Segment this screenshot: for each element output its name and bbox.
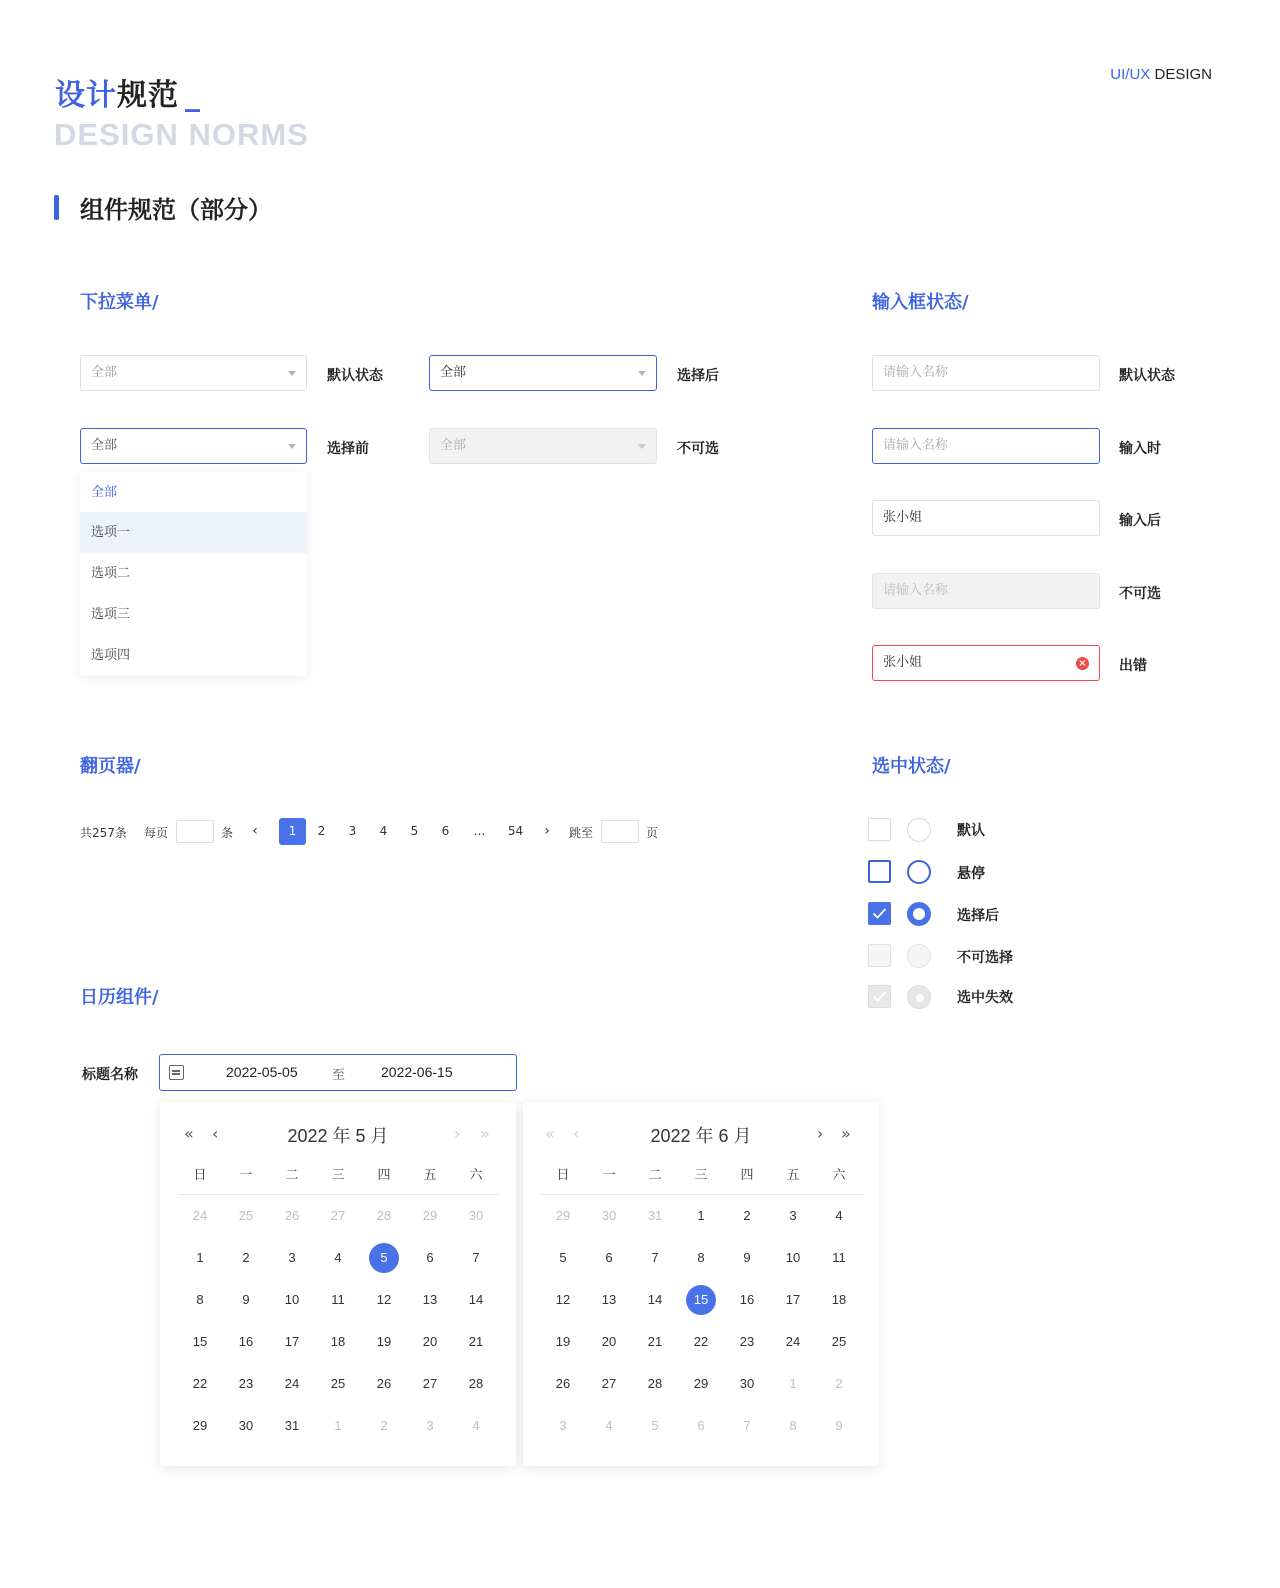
- calendar-day[interactable]: 8: [697, 1250, 705, 1265]
- calendar-day[interactable]: 2: [835, 1376, 843, 1391]
- calendar-day[interactable]: 1: [334, 1418, 342, 1433]
- dropdown-open[interactable]: 全部: [80, 428, 307, 464]
- calendar-panel-june: [523, 1102, 879, 1466]
- page-button[interactable]: 6: [441, 824, 450, 838]
- dropdown-menu: [80, 472, 307, 676]
- calendar-day[interactable]: 7: [743, 1418, 751, 1433]
- calendar-day[interactable]: 11: [832, 1250, 846, 1265]
- dropdown-selected-label: 选择后: [677, 368, 719, 384]
- calendar-day[interactable]: 26: [555, 1376, 571, 1391]
- check-state-label: 选择后: [957, 908, 999, 924]
- calendar-day[interactable]: 3: [288, 1250, 296, 1265]
- check-state-label: 选中失效: [957, 990, 1013, 1006]
- caret-down-icon: [638, 371, 646, 376]
- check-icon: [872, 907, 887, 920]
- next-year-icon[interactable]: »: [480, 1124, 490, 1143]
- calendar-day[interactable]: 25: [238, 1208, 254, 1223]
- date-field-label: 标题名称: [82, 1067, 138, 1083]
- calendar-day[interactable]: 20: [422, 1334, 438, 1349]
- weekday-label: 三: [331, 1168, 345, 1183]
- weekday-label: 日: [556, 1168, 570, 1183]
- calendar-day[interactable]: 17: [785, 1292, 801, 1307]
- calendar-day[interactable]: 15: [192, 1334, 208, 1349]
- calendar-day[interactable]: 27: [601, 1376, 617, 1391]
- calendar-day[interactable]: 21: [647, 1334, 663, 1349]
- calendar-divider: [541, 1194, 863, 1195]
- calendar-day[interactable]: 26: [284, 1208, 300, 1223]
- weekday-label: 一: [239, 1168, 253, 1183]
- calendar-day[interactable]: 23: [238, 1376, 254, 1391]
- prev-month-icon[interactable]: ‹: [212, 1124, 219, 1143]
- page-button[interactable]: 2: [317, 824, 326, 838]
- range-separator: 至: [332, 1068, 346, 1083]
- calendar-day[interactable]: 9: [743, 1250, 751, 1265]
- input-focused[interactable]: 请输入名称: [872, 428, 1100, 464]
- weekday-label: 六: [469, 1168, 483, 1183]
- weekday-label: 三: [694, 1168, 708, 1183]
- calendar-day[interactable]: 27: [330, 1208, 346, 1223]
- calendar-day[interactable]: 6: [605, 1250, 613, 1265]
- radio-checked[interactable]: [907, 902, 931, 926]
- calendar-day[interactable]: 29: [422, 1208, 438, 1223]
- calendar-day[interactable]: 1: [789, 1376, 797, 1391]
- caret-down-icon: [288, 371, 296, 376]
- calendar-day[interactable]: 31: [647, 1208, 663, 1223]
- calendar-day[interactable]: 19: [376, 1334, 392, 1349]
- calendar-day[interactable]: 7: [651, 1250, 659, 1265]
- calendar-day[interactable]: 30: [601, 1208, 617, 1223]
- dropdown-default-label: 默认状态: [327, 368, 383, 384]
- input-section-title: 输入框状态/: [872, 292, 969, 313]
- input-default-label: 默认状态: [1119, 368, 1175, 384]
- calendar-day[interactable]: 24: [192, 1208, 208, 1223]
- checkbox-hover[interactable]: [868, 860, 891, 883]
- page-subtitle: DESIGN NORMS: [54, 117, 309, 152]
- weekday-label: 五: [786, 1168, 800, 1183]
- weekday-label: 日: [193, 1168, 207, 1183]
- calendar-day[interactable]: 1: [697, 1208, 705, 1223]
- calendar-day[interactable]: 12: [555, 1292, 571, 1307]
- calendar-day[interactable]: 16: [739, 1292, 755, 1307]
- input-disabled: 请输入名称: [872, 573, 1100, 609]
- input-focused-label: 输入时: [1119, 441, 1161, 457]
- calendar-day[interactable]: 5: [559, 1250, 567, 1265]
- calendar-day[interactable]: 13: [601, 1292, 617, 1307]
- calendar-day[interactable]: 27: [422, 1376, 438, 1391]
- calendar-icon: [169, 1065, 184, 1080]
- section-title: 组件规范（部分）: [80, 196, 272, 224]
- checkbox-default[interactable]: [868, 818, 891, 841]
- calendar-day[interactable]: 8: [196, 1292, 204, 1307]
- input-filled[interactable]: 张小姐: [872, 500, 1100, 536]
- calendar-day[interactable]: 31: [284, 1418, 300, 1433]
- input-filled-label: 输入后: [1119, 513, 1161, 529]
- range-end[interactable]: 2022-06-15: [381, 1064, 453, 1080]
- checkbox-checked[interactable]: [868, 902, 891, 925]
- calendar-day[interactable]: 1: [196, 1250, 204, 1265]
- calendar-day[interactable]: 6: [426, 1250, 434, 1265]
- calendar-day[interactable]: 28: [647, 1376, 663, 1391]
- date-range-input[interactable]: [159, 1054, 517, 1091]
- calendar-day[interactable]: 4: [334, 1250, 342, 1265]
- dropdown-option[interactable]: 全部: [91, 485, 118, 500]
- calendar-day[interactable]: 13: [422, 1292, 438, 1307]
- calendar-panel-may: [160, 1102, 516, 1466]
- calendar-day[interactable]: 29: [555, 1208, 571, 1223]
- calendar-day[interactable]: 17: [284, 1334, 300, 1349]
- calendar-day[interactable]: 29: [192, 1418, 208, 1433]
- checkbox-disabled: [868, 944, 891, 967]
- next-month-icon[interactable]: ›: [817, 1124, 824, 1143]
- calendar-day[interactable]: 29: [693, 1376, 709, 1391]
- page-ellipsis[interactable]: ...: [473, 824, 486, 838]
- caret-down-icon: [638, 444, 646, 449]
- jump-page-input[interactable]: [601, 820, 639, 843]
- check-icon: [872, 990, 887, 1003]
- page-button[interactable]: 4: [379, 824, 388, 838]
- calendar-day[interactable]: 19: [555, 1334, 571, 1349]
- calendar-day[interactable]: 2: [743, 1208, 751, 1223]
- prev-year-icon[interactable]: «: [545, 1124, 555, 1143]
- check-state-label: 不可选择: [957, 950, 1013, 966]
- dropdown-option[interactable]: 选项一: [80, 512, 307, 553]
- pagination-unit: 条: [221, 826, 234, 840]
- page-button[interactable]: 5: [410, 824, 419, 838]
- calendar-day[interactable]: 12: [376, 1292, 392, 1307]
- weekday-label: 五: [423, 1168, 437, 1183]
- input-error[interactable]: 张小姐 ×: [872, 645, 1100, 681]
- calendar-day[interactable]: 9: [835, 1418, 843, 1433]
- input-default[interactable]: 请输入名称: [872, 355, 1100, 391]
- calendar-day[interactable]: 26: [376, 1376, 392, 1391]
- dropdown-selected[interactable]: 全部: [429, 355, 657, 391]
- calendar-day[interactable]: 24: [785, 1334, 801, 1349]
- calendar-day[interactable]: 3: [426, 1418, 434, 1433]
- calendar-day[interactable]: 16: [238, 1334, 254, 1349]
- calendar-day[interactable]: 14: [647, 1292, 663, 1307]
- check-state-label: 悬停: [957, 866, 985, 882]
- calendar-day[interactable]: 14: [468, 1292, 484, 1307]
- calendar-day[interactable]: 28: [468, 1376, 484, 1391]
- calendar-day[interactable]: 5: [651, 1418, 659, 1433]
- calendar-day[interactable]: 4: [472, 1418, 480, 1433]
- clear-error-icon[interactable]: ×: [1076, 657, 1089, 670]
- next-month-icon[interactable]: ›: [454, 1124, 461, 1143]
- next-year-icon[interactable]: »: [841, 1124, 851, 1143]
- range-start[interactable]: 2022-05-05: [226, 1064, 298, 1080]
- calendar-day[interactable]: 22: [693, 1334, 709, 1349]
- next-page-icon[interactable]: ›: [544, 823, 550, 839]
- calendar-day[interactable]: 30: [238, 1418, 254, 1433]
- dropdown-section-title: 下拉菜单/: [80, 292, 159, 313]
- calendar-day[interactable]: 30: [468, 1208, 484, 1223]
- calendar-month-title: 2022 年 5 月: [287, 1126, 389, 1146]
- pagination-total: 共257条: [80, 826, 127, 840]
- calendar-day[interactable]: 4: [835, 1208, 843, 1223]
- calendar-day[interactable]: 3: [559, 1418, 567, 1433]
- check-state-label: 默认: [957, 823, 985, 839]
- prev-year-icon[interactable]: «: [184, 1124, 194, 1143]
- prev-month-icon[interactable]: ‹: [573, 1124, 580, 1143]
- weekday-label: 四: [377, 1168, 391, 1183]
- page-size-input[interactable]: [176, 820, 214, 843]
- checks-section-title: 选中状态/: [872, 756, 951, 777]
- radio-checked-disabled: [907, 985, 931, 1009]
- page-title: 设计规范 _: [55, 78, 201, 113]
- dropdown-option[interactable]: 选项三: [91, 607, 131, 622]
- calendar-day[interactable]: 4: [605, 1418, 613, 1433]
- calendar-day[interactable]: 18: [330, 1334, 346, 1349]
- calendar-month-title: 2022 年 6 月: [650, 1126, 752, 1146]
- weekday-label: 四: [740, 1168, 754, 1183]
- weekday-label: 二: [285, 1168, 299, 1183]
- calendar-section-title: 日历组件/: [80, 987, 159, 1008]
- dropdown-disabled-label: 不可选: [677, 441, 719, 457]
- pagination-section-title: 翻页器/: [80, 756, 141, 777]
- calendar-day[interactable]: 2: [380, 1418, 388, 1433]
- section-accent-bar: [54, 195, 59, 220]
- calendar-day[interactable]: 10: [284, 1292, 300, 1307]
- radio-disabled: [907, 944, 931, 968]
- calendar-day[interactable]: 25: [330, 1376, 346, 1391]
- weekday-label: 二: [648, 1168, 662, 1183]
- pagination-per-page-label: 每页: [144, 826, 169, 840]
- calendar-day-selected[interactable]: 5: [369, 1243, 399, 1273]
- calendar-day[interactable]: 20: [601, 1334, 617, 1349]
- calendar-day[interactable]: 25: [831, 1334, 847, 1349]
- calendar-day[interactable]: 18: [831, 1292, 847, 1307]
- caret-down-icon: [288, 444, 296, 449]
- page-button[interactable]: 1: [279, 818, 306, 845]
- page-button[interactable]: 54: [507, 824, 524, 838]
- dropdown-option[interactable]: 选项四: [91, 648, 131, 663]
- calendar-day[interactable]: 28: [376, 1208, 392, 1223]
- calendar-day[interactable]: 7: [472, 1250, 480, 1265]
- dropdown-disabled: 全部: [429, 428, 657, 464]
- calendar-day[interactable]: 6: [697, 1418, 705, 1433]
- calendar-day[interactable]: 10: [785, 1250, 801, 1265]
- calendar-day[interactable]: 30: [739, 1376, 755, 1391]
- calendar-day[interactable]: 8: [789, 1418, 797, 1433]
- calendar-day[interactable]: 9: [242, 1292, 250, 1307]
- page-button[interactable]: 3: [348, 824, 357, 838]
- calendar-day[interactable]: 11: [331, 1292, 345, 1307]
- input-error-label: 出错: [1119, 658, 1147, 674]
- calendar-day[interactable]: 22: [192, 1376, 208, 1391]
- radio-hover[interactable]: [907, 860, 931, 884]
- calendar-day[interactable]: 23: [739, 1334, 755, 1349]
- radio-dot-icon: [916, 994, 924, 1002]
- top-tag: UI/UX DESIGN: [1110, 66, 1212, 83]
- pagination-jump-label: 跳至: [569, 826, 594, 840]
- weekday-label: 六: [832, 1168, 846, 1183]
- checkbox-checked-disabled: [868, 985, 891, 1008]
- pagination-page-unit: 页: [646, 826, 659, 840]
- radio-default[interactable]: [907, 818, 931, 842]
- weekday-label: 一: [602, 1168, 616, 1183]
- calendar-divider: [178, 1194, 500, 1195]
- calendar-day[interactable]: 24: [284, 1376, 300, 1391]
- calendar-day[interactable]: 21: [468, 1334, 484, 1349]
- calendar-day-selected[interactable]: 15: [686, 1285, 716, 1315]
- dropdown-default[interactable]: 全部: [80, 355, 307, 391]
- calendar-day[interactable]: 2: [242, 1250, 250, 1265]
- dropdown-option[interactable]: 选项二: [91, 566, 131, 581]
- prev-page-icon[interactable]: ‹: [252, 823, 258, 839]
- input-disabled-label: 不可选: [1119, 586, 1161, 602]
- calendar-day[interactable]: 3: [789, 1208, 797, 1223]
- dropdown-open-label: 选择前: [327, 441, 369, 457]
